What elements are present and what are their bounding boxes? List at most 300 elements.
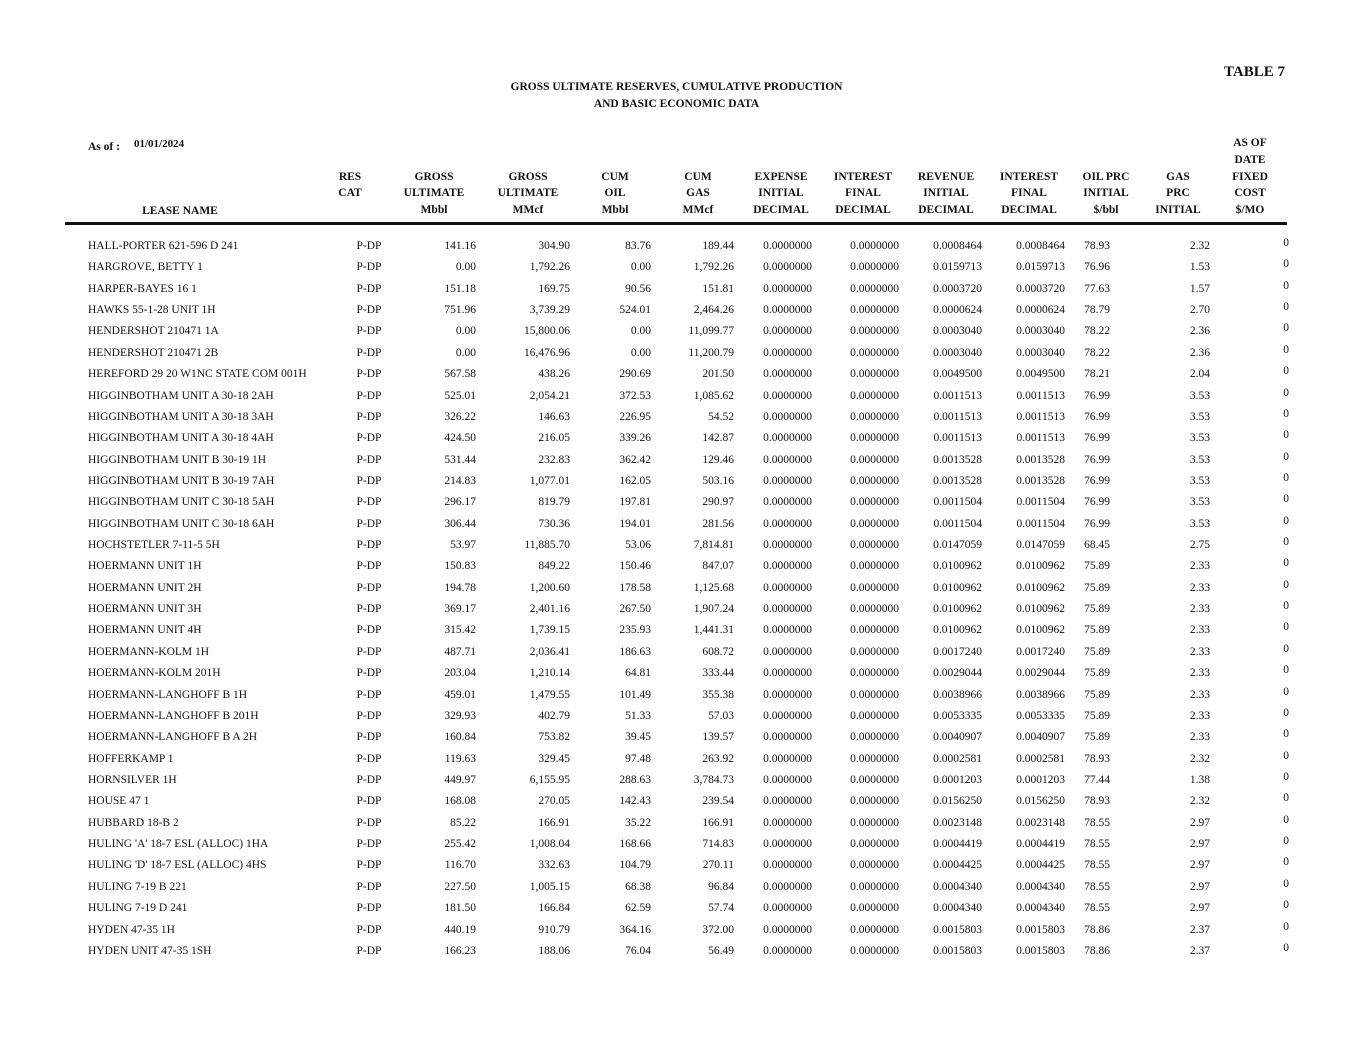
cell-gross-oil: 424.50 — [444, 432, 476, 445]
cell-gross-gas: 2,036.41 — [529, 645, 570, 658]
cell-cum-oil: 104.79 — [619, 859, 651, 872]
cell-gas-prc: 3.53 — [1189, 453, 1210, 466]
cell-cum-oil: 288.63 — [619, 774, 651, 786]
cell-gross-gas: 1,792.26 — [529, 261, 570, 274]
column-header-interest-final-2 — [1000, 169, 1058, 219]
cell-lease: HOERMANN-LANGHOFF B 201H — [88, 709, 259, 722]
cell-cum-oil: 35.22 — [625, 816, 651, 829]
cell-revenue-initial: 0.0029044 — [933, 667, 982, 680]
cell-lease: HIGGINBOTHAM UNIT B 30-19 1H — [88, 453, 267, 466]
cell-cum-gas: 129.46 — [702, 453, 734, 466]
cell-fixed-cost: 0 — [1283, 279, 1289, 292]
cell-gross-oil: 326.22 — [444, 410, 476, 423]
cell-res-cat: P-DP — [356, 709, 382, 722]
cell-revenue-initial: 0.0000624 — [933, 304, 982, 317]
cell-lease: HIGGINBOTHAM UNIT B 30-19 7AH — [88, 474, 275, 487]
header-line: INITIAL — [758, 187, 804, 200]
cell-revenue-initial: 0.0003040 — [933, 325, 982, 338]
cell-interest-final-2: 0.0023148 — [1016, 816, 1065, 829]
cell-lease: HAWKS 55-1-28 UNIT 1H — [88, 304, 216, 317]
cell-expense-initial: 0.0000000 — [763, 816, 812, 829]
cell-revenue-initial: 0.0004425 — [933, 859, 982, 872]
cell-lease: HYDEN UNIT 47-35 1SH — [88, 944, 212, 957]
cell-cum-oil: 68.38 — [625, 880, 651, 893]
cell-expense-initial: 0.0000000 — [763, 859, 812, 872]
cell-interest-final-2: 0.0003040 — [1016, 346, 1065, 359]
cell-interest-final-2: 0.0003040 — [1016, 325, 1065, 338]
cell-fixed-cost: 0 — [1283, 792, 1289, 805]
header-line: INITIAL — [923, 187, 969, 200]
header-line: DATE — [1234, 153, 1266, 166]
cell-res-cat: P-DP — [356, 880, 382, 893]
header-line: COST — [1234, 187, 1266, 200]
cell-gross-gas: 3,739.29 — [529, 304, 570, 317]
cell-revenue-initial: 0.0100962 — [933, 603, 982, 616]
cell-oil-prc: 78.55 — [1084, 880, 1110, 893]
cell-interest-final-1: 0.0000000 — [850, 731, 899, 744]
cell-oil-prc: 75.89 — [1084, 645, 1110, 658]
cell-expense-initial: 0.0000000 — [763, 581, 812, 594]
cell-gross-oil: 567.58 — [444, 368, 476, 381]
cell-res-cat: P-DP — [356, 752, 382, 765]
cell-gross-oil: 53.97 — [450, 539, 476, 552]
cell-interest-final-1: 0.0000000 — [850, 282, 899, 295]
cell-interest-final-2: 0.0004425 — [1016, 859, 1065, 872]
cell-interest-final-1: 0.0000000 — [850, 346, 899, 359]
cell-gross-oil: 227.50 — [444, 880, 476, 893]
cell-fixed-cost: 0 — [1283, 685, 1289, 698]
cell-expense-initial: 0.0000000 — [763, 325, 812, 338]
header-line: OIL — [604, 187, 626, 200]
cell-expense-initial: 0.0000000 — [763, 474, 812, 487]
cell-gas-prc: 3.53 — [1189, 474, 1210, 487]
cell-fixed-cost: 0 — [1283, 536, 1289, 549]
cell-lease: HENDERSHOT 210471 1A — [88, 325, 219, 338]
cell-revenue-initial: 0.0013528 — [933, 474, 982, 487]
header-line: PRC — [1166, 187, 1190, 200]
header-line — [338, 202, 361, 219]
cell-cum-oil: 194.01 — [619, 517, 651, 530]
cell-cum-oil: 186.63 — [619, 645, 651, 658]
header-line: INITIAL — [1083, 187, 1129, 200]
cell-oil-prc: 78.79 — [1084, 304, 1110, 317]
cell-interest-final-1: 0.0000000 — [850, 261, 899, 274]
cell-cum-oil: 524.01 — [619, 304, 651, 317]
cell-gross-oil: 487.71 — [444, 645, 476, 658]
cell-gross-oil: 525.01 — [444, 389, 476, 402]
header-line: FIXED — [1232, 170, 1268, 183]
cell-res-cat: P-DP — [356, 667, 382, 680]
header-line: Mbbl — [420, 204, 448, 217]
cell-interest-final-1: 0.0000000 — [850, 560, 899, 573]
cell-fixed-cost: 0 — [1283, 343, 1289, 356]
cell-revenue-initial: 0.0011513 — [933, 410, 982, 423]
cell-revenue-initial: 0.0049500 — [933, 368, 982, 381]
cell-cum-gas: 847.07 — [702, 560, 734, 573]
cell-gross-gas: 6,155.95 — [529, 774, 570, 786]
cell-expense-initial: 0.0000000 — [763, 709, 812, 722]
cell-cum-gas: 11,200.79 — [688, 346, 734, 359]
cell-fixed-cost: 0 — [1283, 642, 1289, 655]
cell-oil-prc: 76.99 — [1084, 389, 1110, 402]
cell-res-cat: P-DP — [356, 859, 382, 872]
cell-gas-prc: 2.97 — [1189, 816, 1210, 829]
cell-lease: HARPER-BAYES 16 1 — [88, 282, 197, 295]
cell-cum-gas: 1,085.62 — [693, 389, 734, 402]
cell-cum-gas: 2,464.26 — [693, 304, 734, 317]
cell-expense-initial: 0.0000000 — [763, 539, 812, 552]
column-header-expense-initial — [753, 169, 809, 219]
cell-revenue-initial: 0.0017240 — [933, 645, 982, 658]
cell-fixed-cost: 0 — [1283, 664, 1289, 677]
cell-oil-prc: 76.96 — [1084, 261, 1110, 274]
cell-cum-oil: 226.95 — [619, 410, 651, 423]
header-line: REVENUE — [917, 170, 975, 183]
cell-fixed-cost: 0 — [1283, 621, 1289, 634]
cell-cum-gas: 57.03 — [708, 709, 734, 722]
header-line: DECIMAL — [1001, 204, 1057, 217]
cell-gross-gas: 332.63 — [538, 859, 570, 872]
cell-oil-prc: 78.93 — [1084, 795, 1110, 808]
cell-cum-gas: 201.50 — [702, 368, 734, 381]
cell-oil-prc: 75.89 — [1084, 624, 1110, 637]
cell-res-cat: P-DP — [356, 410, 382, 423]
cell-lease: HOERMANN UNIT 4H — [88, 624, 202, 637]
header-line: OIL PRC — [1082, 170, 1130, 183]
cell-cum-oil: 362.42 — [619, 453, 651, 466]
cell-gas-prc: 3.53 — [1189, 496, 1210, 509]
cell-lease: HALL-PORTER 621-596 D 241 — [88, 240, 239, 252]
cell-gross-gas: 730.36 — [538, 517, 570, 530]
cell-interest-final-1: 0.0000000 — [850, 944, 899, 957]
column-header-interest-final-1 — [834, 169, 892, 219]
cell-gross-gas: 329.45 — [538, 752, 570, 765]
cell-fixed-cost: 0 — [1283, 493, 1289, 506]
cell-revenue-initial: 0.0011504 — [933, 496, 982, 509]
cell-cum-oil: 267.50 — [619, 603, 651, 616]
cell-fixed-cost: 0 — [1283, 429, 1289, 442]
cell-gas-prc: 1.57 — [1189, 282, 1210, 295]
cell-gas-prc: 2.33 — [1189, 667, 1210, 680]
cell-fixed-cost: 0 — [1283, 920, 1289, 933]
cell-fixed-cost: 0 — [1283, 600, 1289, 613]
cell-revenue-initial: 0.0100962 — [933, 581, 982, 594]
cell-res-cat: P-DP — [356, 731, 382, 744]
cell-cum-gas: 139.57 — [702, 731, 734, 744]
cell-fixed-cost: 0 — [1283, 258, 1289, 271]
cell-gross-oil: 315.42 — [444, 624, 476, 637]
cell-res-cat: P-DP — [356, 838, 382, 851]
column-header-cum-oil — [601, 169, 628, 219]
cell-res-cat: P-DP — [356, 282, 382, 295]
cell-gas-prc: 2.97 — [1189, 859, 1210, 872]
cell-interest-final-1: 0.0000000 — [850, 240, 899, 252]
cell-res-cat: P-DP — [356, 432, 382, 445]
cell-gross-gas: 1,077.01 — [529, 474, 570, 487]
cell-oil-prc: 75.89 — [1084, 581, 1110, 594]
cell-gross-gas: 438.26 — [538, 368, 570, 381]
cell-oil-prc: 76.99 — [1084, 410, 1110, 423]
cell-fixed-cost: 0 — [1283, 322, 1289, 335]
cell-gross-gas: 2,054.21 — [529, 389, 570, 402]
cell-gross-oil: 255.42 — [444, 838, 476, 851]
cell-expense-initial: 0.0000000 — [763, 688, 812, 701]
cell-lease: HOCHSTETLER 7-11-5 5H — [88, 539, 220, 552]
cell-gross-oil: 449.97 — [444, 774, 476, 786]
cell-cum-oil: 290.69 — [619, 368, 651, 381]
cell-expense-initial: 0.0000000 — [763, 304, 812, 317]
cell-fixed-cost: 0 — [1283, 749, 1289, 762]
cell-oil-prc: 78.93 — [1084, 240, 1110, 252]
cell-oil-prc: 68.45 — [1084, 539, 1110, 552]
cell-interest-final-2: 0.0100962 — [1016, 603, 1065, 616]
cell-lease: HULING 'A' 18-7 ESL (ALLOC) 1HA — [88, 838, 269, 851]
cell-interest-final-1: 0.0000000 — [850, 838, 899, 851]
cell-oil-prc: 76.99 — [1084, 474, 1110, 487]
cell-fixed-cost: 0 — [1283, 237, 1289, 249]
cell-cum-gas: 189.44 — [702, 240, 734, 252]
cell-oil-prc: 78.55 — [1084, 816, 1110, 829]
cell-cum-gas: 239.54 — [702, 795, 734, 808]
cell-lease: HOERMANN-LANGHOFF B 1H — [88, 688, 248, 701]
cell-cum-oil: 51.33 — [625, 709, 651, 722]
cell-oil-prc: 77.63 — [1084, 282, 1110, 295]
cell-revenue-initial: 0.0053335 — [933, 709, 982, 722]
cell-cum-gas: 1,441.31 — [693, 624, 734, 637]
cell-cum-gas: 608.72 — [702, 645, 734, 658]
cell-expense-initial: 0.0000000 — [763, 731, 812, 744]
cell-revenue-initial: 0.0013528 — [933, 453, 982, 466]
cell-gross-gas: 166.84 — [538, 902, 570, 915]
cell-fixed-cost: 0 — [1283, 450, 1289, 463]
cell-gross-oil: 440.19 — [444, 923, 476, 936]
cell-interest-final-1: 0.0000000 — [850, 923, 899, 936]
cell-interest-final-2: 0.0038966 — [1016, 688, 1065, 701]
cell-cum-gas: 372.00 — [702, 923, 734, 936]
cell-interest-final-1: 0.0000000 — [850, 453, 899, 466]
cell-expense-initial: 0.0000000 — [763, 624, 812, 637]
cell-interest-final-2: 0.0147059 — [1016, 539, 1065, 552]
cell-gross-gas: 753.82 — [538, 731, 570, 744]
cell-res-cat: P-DP — [356, 346, 382, 359]
cell-gas-prc: 2.33 — [1189, 645, 1210, 658]
cell-revenue-initial: 0.0003720 — [933, 282, 982, 295]
cell-gas-prc: 2.33 — [1189, 581, 1210, 594]
cell-fixed-cost: 0 — [1283, 301, 1289, 314]
cell-expense-initial: 0.0000000 — [763, 453, 812, 466]
cell-expense-initial: 0.0000000 — [763, 410, 812, 423]
cell-expense-initial: 0.0000000 — [763, 902, 812, 915]
cell-fixed-cost: 0 — [1283, 813, 1289, 826]
cell-revenue-initial: 0.0147059 — [933, 539, 982, 552]
cell-gross-gas: 1,479.55 — [529, 688, 570, 701]
cell-expense-initial: 0.0000000 — [763, 282, 812, 295]
cell-interest-final-1: 0.0000000 — [850, 496, 899, 509]
cell-gross-oil: 160.84 — [444, 731, 476, 744]
cell-expense-initial: 0.0000000 — [763, 496, 812, 509]
cell-gross-oil: 119.63 — [444, 752, 476, 765]
cell-oil-prc: 75.89 — [1084, 667, 1110, 680]
cell-lease: HOUSE 47 1 — [88, 795, 150, 808]
header-line: FINAL — [845, 187, 881, 200]
cell-interest-final-2: 0.0002581 — [1016, 752, 1065, 765]
column-header-gross-oil — [404, 169, 465, 219]
cell-oil-prc: 76.99 — [1084, 517, 1110, 530]
column-header-lease — [142, 203, 218, 220]
cell-cum-oil: 0.00 — [630, 346, 651, 359]
cell-fixed-cost: 0 — [1283, 514, 1289, 527]
cell-expense-initial: 0.0000000 — [763, 667, 812, 680]
cell-gross-gas: 849.22 — [538, 560, 570, 573]
cell-interest-final-1: 0.0000000 — [850, 410, 899, 423]
cell-expense-initial: 0.0000000 — [763, 517, 812, 530]
cell-gross-oil: 141.16 — [444, 240, 476, 252]
cell-cum-gas: 56.49 — [708, 944, 734, 957]
table-number: TABLE 7 — [1224, 64, 1285, 80]
cell-interest-final-1: 0.0000000 — [850, 603, 899, 616]
cell-res-cat: P-DP — [356, 816, 382, 829]
cell-gross-gas: 169.75 — [538, 282, 570, 295]
cell-revenue-initial: 0.0008464 — [933, 240, 982, 252]
cell-revenue-initial: 0.0001203 — [933, 774, 982, 786]
cell-cum-gas: 1,907.24 — [693, 603, 734, 616]
cell-interest-final-1: 0.0000000 — [850, 624, 899, 637]
cell-res-cat: P-DP — [356, 453, 382, 466]
cell-revenue-initial: 0.0015803 — [933, 923, 982, 936]
cell-gross-oil: 203.04 — [444, 667, 476, 680]
cell-expense-initial: 0.0000000 — [763, 880, 812, 893]
cell-gross-gas: 1,739.15 — [529, 624, 570, 637]
cell-gross-oil: 531.44 — [444, 453, 476, 466]
cell-gas-prc: 2.97 — [1189, 838, 1210, 851]
cell-interest-final-2: 0.0008464 — [1016, 240, 1065, 252]
cell-interest-final-1: 0.0000000 — [850, 859, 899, 872]
header-line: $/bbl — [1093, 204, 1119, 217]
header-line: DECIMAL — [753, 204, 809, 217]
cell-cum-gas: 1,792.26 — [693, 261, 734, 274]
cell-fixed-cost: 0 — [1283, 877, 1289, 890]
cell-fixed-cost: 0 — [1283, 771, 1289, 783]
cell-gas-prc: 1.38 — [1189, 774, 1210, 786]
cell-gas-prc: 2.70 — [1189, 304, 1210, 317]
cell-interest-final-1: 0.0000000 — [850, 902, 899, 915]
cell-cum-oil: 39.45 — [625, 731, 651, 744]
cell-revenue-initial: 0.0003040 — [933, 346, 982, 359]
cell-lease: HIGGINBOTHAM UNIT A 30-18 2AH — [88, 389, 274, 402]
cell-gas-prc: 3.53 — [1189, 389, 1210, 402]
cell-cum-gas: 1,125.68 — [693, 581, 734, 594]
header-line: RES — [338, 170, 362, 183]
cell-interest-final-1: 0.0000000 — [850, 432, 899, 445]
cell-interest-final-2: 0.0011513 — [1016, 432, 1065, 445]
cell-gross-oil: 296.17 — [444, 496, 476, 509]
cell-gas-prc: 2.97 — [1189, 902, 1210, 915]
cell-cum-gas: 3,784.73 — [693, 774, 734, 786]
column-header-oil-prc — [1083, 169, 1130, 219]
cell-interest-final-2: 0.0000624 — [1016, 304, 1065, 317]
header-line: ULTIMATE — [497, 187, 559, 200]
header-line: DECIMAL — [835, 204, 891, 217]
cell-gross-oil: 194.78 — [444, 581, 476, 594]
cell-lease: HIGGINBOTHAM UNIT A 30-18 4AH — [88, 432, 274, 445]
cell-revenue-initial: 0.0011513 — [933, 432, 982, 445]
cell-oil-prc: 78.93 — [1084, 752, 1110, 765]
cell-expense-initial: 0.0000000 — [763, 603, 812, 616]
cell-cum-oil: 235.93 — [619, 624, 651, 637]
cell-gross-oil: 306.44 — [444, 517, 476, 530]
cell-gross-oil: 214.83 — [444, 474, 476, 487]
cell-lease: HOERMANN-KOLM 201H — [88, 667, 221, 680]
cell-lease: HENDERSHOT 210471 2B — [88, 346, 219, 359]
cell-res-cat: P-DP — [356, 261, 382, 274]
cell-cum-oil: 372.53 — [619, 389, 651, 402]
cell-cum-gas: 714.83 — [702, 838, 734, 851]
cell-fixed-cost: 0 — [1283, 365, 1289, 378]
cell-interest-final-1: 0.0000000 — [850, 709, 899, 722]
cell-lease: HOERMANN-LANGHOFF B A 2H — [88, 731, 258, 744]
cell-oil-prc: 78.21 — [1084, 368, 1110, 381]
cell-gas-prc: 2.75 — [1189, 539, 1210, 552]
cell-fixed-cost: 0 — [1283, 941, 1289, 954]
cell-gross-gas: 270.05 — [538, 795, 570, 808]
cell-interest-final-1: 0.0000000 — [850, 389, 899, 402]
cell-interest-final-2: 0.0029044 — [1016, 667, 1065, 680]
cell-cum-oil: 0.00 — [630, 325, 651, 338]
cell-gross-oil: 166.23 — [444, 944, 476, 957]
column-header-revenue-initial — [918, 169, 974, 219]
cell-res-cat: P-DP — [356, 902, 382, 915]
cell-expense-initial: 0.0000000 — [763, 346, 812, 359]
cell-expense-initial: 0.0000000 — [763, 261, 812, 274]
cell-revenue-initial: 0.0038966 — [933, 688, 982, 701]
column-header-gas-prc — [1155, 169, 1200, 219]
cell-expense-initial: 0.0000000 — [763, 560, 812, 573]
cell-gross-gas: 188.06 — [538, 944, 570, 957]
cell-interest-final-2: 0.0011504 — [1016, 517, 1065, 530]
cell-gross-oil: 751.96 — [444, 304, 476, 317]
header-line: INTEREST — [833, 170, 893, 183]
cell-revenue-initial: 0.0100962 — [933, 624, 982, 637]
cell-res-cat: P-DP — [356, 603, 382, 616]
cell-fixed-cost: 0 — [1283, 557, 1289, 570]
cell-fixed-cost: 0 — [1283, 386, 1289, 399]
cell-fixed-cost: 0 — [1283, 407, 1289, 420]
cell-gross-gas: 232.83 — [538, 453, 570, 466]
cell-cum-gas: 281.56 — [702, 517, 734, 530]
cell-cum-oil: 178.58 — [619, 581, 651, 594]
cell-revenue-initial: 0.0004340 — [933, 902, 982, 915]
cell-cum-gas: 7,814.81 — [693, 539, 734, 552]
cell-revenue-initial: 0.0002581 — [933, 752, 982, 765]
cell-expense-initial: 0.0000000 — [763, 240, 812, 252]
column-header-gross-gas — [498, 169, 559, 219]
cell-expense-initial: 0.0000000 — [763, 774, 812, 786]
cell-gas-prc: 2.37 — [1189, 944, 1210, 957]
cell-cum-gas: 333.44 — [702, 667, 734, 680]
cell-revenue-initial: 0.0004340 — [933, 880, 982, 893]
cell-gross-gas: 16,476.96 — [524, 346, 570, 359]
cell-interest-final-2: 0.0011513 — [1016, 410, 1065, 423]
cell-gross-gas: 819.79 — [538, 496, 570, 509]
cell-cum-oil: 64.81 — [625, 667, 651, 680]
cell-interest-final-1: 0.0000000 — [850, 688, 899, 701]
column-header-fixed-cost — [1232, 135, 1268, 219]
header-line: GAS — [686, 187, 710, 200]
cell-gas-prc: 2.32 — [1189, 752, 1210, 765]
cell-res-cat: P-DP — [356, 240, 382, 252]
cell-res-cat: P-DP — [356, 795, 382, 808]
cell-cum-oil: 339.26 — [619, 432, 651, 445]
